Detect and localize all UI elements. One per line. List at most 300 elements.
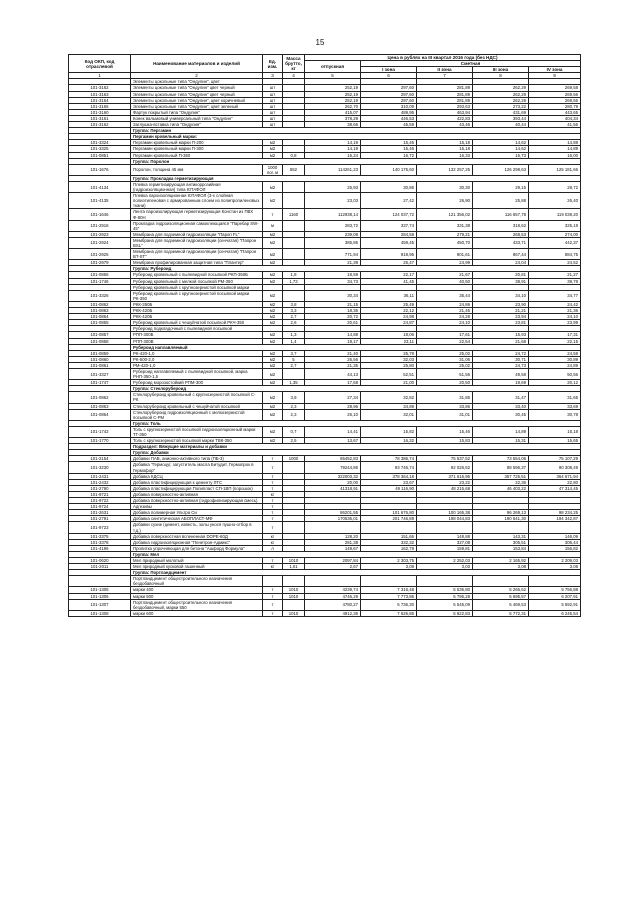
zone-4-price-cell: 274,00 (529, 231, 581, 237)
zone-4-price-cell: 5 592,91 (529, 599, 581, 610)
zone-4-price-cell: 98 234,25 (529, 510, 581, 516)
unit-cell: шт (263, 103, 283, 109)
name-cell: РПП-300Б (131, 332, 263, 338)
zone-3-price-cell: 96 269,13 (473, 510, 529, 516)
name-cell: Рубероид кровельный с крупнозернистой посыпкой марки РК-350 (131, 290, 263, 301)
zone-1-price-cell: 25,78 (361, 350, 417, 356)
name-cell: Фартук покрытый типа "Ондулин" (131, 109, 263, 115)
code-cell: 101-1305 (69, 587, 131, 593)
zone-2-price-cell: 450,70 (417, 237, 473, 248)
release-price-cell: 41318,91 (305, 485, 361, 491)
zone-3-price-cell: 5 469,53 (473, 599, 529, 610)
unit-cell: м2 (263, 290, 283, 301)
header-estimate: Сметная (361, 61, 581, 67)
zone-2-price-cell: 148,88 (417, 533, 473, 539)
zone-2-price-cell: 281,89 (417, 97, 473, 103)
group-title: Группа: Добавки (131, 450, 581, 456)
zone-3-price-cell: 29,15 (473, 181, 529, 192)
zone-4-price-cell: 17,31 (529, 332, 581, 338)
mass-cell: 1,73 (283, 278, 305, 284)
zone-3-price-cell: 21,68 (473, 338, 529, 344)
name-cell: Пергамин кровельный марки П-200 (131, 140, 263, 146)
code-cell: 101-0857 (69, 332, 131, 338)
unit-cell: кг (263, 564, 283, 570)
name-cell: Рубероид морозостойкий РПМ-300 (131, 380, 263, 386)
release-price-cell: 415,07 (305, 109, 361, 115)
column-index: 7 (417, 73, 473, 79)
code-cell: 101-0863 (69, 403, 131, 409)
unit-cell: м2 (263, 140, 283, 146)
zone-3-price-cell: 33,40 (473, 403, 529, 409)
mass-cell: 0,8 (283, 152, 305, 158)
name-cell: РПП-300В (131, 338, 263, 344)
zone-4-price-cell: 24,52 (529, 260, 581, 266)
zone-2-price-cell: 35,44 (417, 290, 473, 301)
unit-cell: м2 (263, 193, 283, 209)
zone-4-price-cell: 15,18 (529, 426, 581, 437)
zone-3-price-cell: 433,71 (473, 237, 529, 248)
table-row (69, 164, 581, 175)
zone-4-price-cell: 14,89 (529, 146, 581, 152)
zone-3-price-cell: 190 641,30 (473, 516, 529, 522)
unit-cell: кг (263, 491, 283, 497)
zone-4-price-cell: 34,77 (529, 290, 581, 301)
mass-cell (283, 220, 305, 231)
unit-cell: т (263, 479, 283, 485)
release-price-cell (305, 576, 361, 587)
mass-cell (283, 249, 305, 260)
mass-cell: 1,01 (283, 564, 305, 570)
table-row (69, 462, 581, 473)
zone-4-price-cell: 23,99 (529, 320, 581, 326)
mass-cell: 1010 (283, 557, 305, 563)
name-cell: Стеклорубероид кровельный с чешуйчатой посыпкой (131, 403, 263, 409)
zone-4-price-cell: 26,40 (529, 193, 581, 209)
zone-3-price-cell: 5 266,62 (473, 587, 529, 593)
zone-4-price-cell: 14,88 (529, 140, 581, 146)
code-cell: 101-2154 (69, 456, 131, 462)
zone-3-price-cell: 15,73 (473, 152, 529, 158)
zone-1-price-cell: 140 175,60 (361, 164, 417, 175)
table-row (69, 368, 581, 379)
name-cell: Мембрана для подземной гидроизоляции (сенчатая) "Папрон BSL" (131, 237, 263, 248)
zone-1-price-cell: 23,11 (361, 338, 417, 344)
zone-2-price-cell: 281,89 (417, 91, 473, 97)
mass-cell (283, 237, 305, 248)
zone-1-price-cell: 93 746,74 (361, 462, 417, 473)
unit-cell: м (263, 220, 283, 231)
group-title: Рубероид наплавляемый (131, 344, 581, 350)
zone-3-price-cell: 30,45 (473, 409, 529, 420)
release-price-cell: 128,20 (305, 533, 361, 539)
zone-1-price-cell: 49 116,90 (361, 485, 417, 491)
zone-2-price-cell: 279,21 (417, 231, 473, 237)
unit-cell: т (263, 522, 283, 533)
mass-cell: 1,35 (283, 380, 305, 386)
zone-1-price-cell: 21,00 (361, 380, 417, 386)
zone-2-price-cell: 22,54 (417, 338, 473, 344)
unit-cell: т (263, 587, 283, 593)
zone-2-price-cell: 15,18 (417, 140, 473, 146)
unit-cell: т (263, 498, 283, 504)
zone-2-price-cell: 25,02 (417, 362, 473, 368)
zone-1-price-cell: 446,53 (361, 115, 417, 121)
release-price-cell: 20,00 (305, 479, 361, 485)
zone-1-price-cell: 151,66 (361, 533, 417, 539)
header-name: Наименование материалов и изделий (131, 55, 263, 73)
zone-1-price-cell: 284,58 (361, 231, 417, 237)
zone-1-price-cell: 7 626,85 (361, 610, 417, 616)
zone-4-price-cell: 15,65 (529, 438, 581, 444)
zone-4-price-cell: 269,58 (529, 85, 581, 91)
name-cell: Рубероид наплавляемый с пылевидной посыпкой, марка РНП-350-1,5 (131, 368, 263, 379)
mass-cell (283, 462, 305, 473)
zone-2-price-cell: 21,45 (417, 308, 473, 314)
zone-4-price-cell: 47 314,45 (529, 485, 581, 491)
code-cell: 101-3164 (69, 97, 131, 103)
zone-4-price-cell: 125 181,66 (529, 164, 581, 175)
zone-3-price-cell: 23,94 (473, 314, 529, 320)
zone-1-price-cell: 52,51 (361, 368, 417, 379)
group-title: Группа: Толь (131, 420, 581, 426)
zone-2-price-cell: 100 165,38 (417, 510, 473, 516)
column-index: 5 (305, 73, 361, 79)
unit-cell: 1000 пог. м (263, 164, 283, 175)
zone-1-price-cell: 25,47 (361, 260, 417, 266)
mass-cell: 1000 (283, 456, 305, 462)
column-index: 9 (529, 73, 581, 79)
name-cell: Портландцемент общестроительного назначения бездобавочный, марки 550 (131, 599, 263, 610)
group-title: Группа: Мел (131, 551, 581, 557)
zone-3-price-cell: 23,81 (473, 320, 529, 326)
zone-4-price-cell: 16,00 (529, 152, 581, 158)
zone-1-price-cell: 25,80 (361, 362, 417, 368)
name-cell: Пергамин кровельный марки П-300 (131, 146, 263, 152)
release-price-cell: 14,41 (305, 426, 361, 437)
zone-2-price-cell: 5 822,83 (417, 610, 473, 616)
code-cell: 101-3162 (69, 122, 131, 128)
zone-3-price-cell: 5 695,57 (473, 593, 529, 599)
zone-1-price-cell: 15,46 (361, 146, 417, 152)
unit-cell: т (263, 456, 283, 462)
release-price-cell: 252,19 (305, 97, 361, 103)
zone-4-price-cell: 6 207,91 (529, 593, 581, 599)
zone-2-price-cell: 31,85 (417, 392, 473, 403)
mass-cell: 1,4 (283, 338, 305, 344)
zone-2-price-cell: 331,38 (417, 220, 473, 231)
table-row (69, 392, 581, 403)
zone-3-price-cell: 88 596,37 (473, 462, 529, 473)
code-cell: 101-3163 (69, 91, 131, 97)
zone-3-price-cell: 14,89 (473, 426, 529, 437)
name-cell: Мел природный молотый (131, 557, 263, 563)
zone-2-price-cell: 3,03 (417, 564, 473, 570)
column-index: 2 (131, 73, 263, 79)
zone-3-price-cell: 49,58 (473, 368, 529, 379)
code-cell: 101-1308 (69, 610, 131, 616)
group-title: Группа: Пергамин (131, 128, 581, 134)
zone-4-price-cell: 31,65 (529, 392, 581, 403)
header-zone: III зона (473, 67, 529, 73)
mass-cell (283, 193, 305, 209)
code-cell: 101-2924 (69, 237, 131, 248)
release-price-cell: 44,13 (305, 368, 361, 379)
zone-1-price-cell (361, 576, 417, 587)
zone-4-price-cell: 6 245,54 (529, 610, 581, 616)
mass-cell: 552 (283, 164, 305, 175)
zone-4-price-cell: 90 308,49 (529, 462, 581, 473)
zone-1-price-cell: 22,17 (361, 272, 417, 278)
name-cell: Рубероид подкладочный с пылевидной посыпкой (131, 326, 263, 332)
code-cell: 101-1306 (69, 593, 131, 599)
unit-cell: т (263, 209, 283, 220)
code-cell: 101-3375 (69, 533, 131, 539)
unit-cell: м2 (263, 146, 283, 152)
unit-cell: т (263, 504, 283, 510)
zone-2-price-cell: 159,81 (417, 545, 473, 551)
code-cell: 101-0861 (69, 362, 131, 368)
code-cell: 101-4196 (69, 545, 131, 551)
zone-1-price-cell: 23,67 (361, 479, 417, 485)
code-cell: 101-3160 (69, 109, 131, 115)
zone-3-price-cell: 5 772,31 (473, 610, 529, 616)
zone-4-price-cell: 443,65 (529, 109, 581, 115)
zone-1-price-cell: 15,46 (361, 140, 417, 146)
code-cell: 101-1646 (69, 209, 131, 220)
release-price-cell: 4239,74 (305, 587, 361, 593)
unit-cell: м2 (263, 409, 283, 420)
release-price-cell: 170536,01 (305, 516, 361, 522)
unit-cell: шт (263, 115, 283, 121)
release-price-cell: 21,35 (305, 362, 361, 368)
zone-2-price-cell: 24,10 (417, 320, 473, 326)
unit-cell: м2 (263, 338, 283, 344)
zone-4-price-cell: 21,27 (529, 272, 581, 278)
code-cell: 101-0864 (69, 314, 131, 320)
name-cell: Добавка гидроизоляционная "Пенетрон-Адмикс" (131, 539, 263, 545)
zone-3-price-cell: 20,81 (473, 272, 529, 278)
release-price-cell: 20,61 (305, 320, 361, 326)
zone-2-price-cell: 24,86 (417, 301, 473, 307)
zone-2-price-cell: 371 616,96 (417, 473, 473, 479)
zone-3-price-cell: 126 298,63 (473, 164, 529, 175)
zone-3-price-cell: 46 403,22 (473, 485, 529, 491)
zone-2-price-cell (417, 522, 473, 533)
name-cell: марки 500 (131, 593, 263, 599)
release-price-cell: 18,36 (305, 308, 361, 314)
zone-4-price-cell: 28,72 (529, 181, 581, 192)
unit-cell: т (263, 510, 283, 516)
unit-cell: м2 (263, 278, 283, 284)
release-price-cell: 252,19 (305, 85, 361, 91)
zone-2-price-cell: 422,83 (417, 115, 473, 121)
zone-1-price-cell: 201 746,89 (361, 516, 417, 522)
zone-2-price-cell: 25,02 (417, 350, 473, 356)
zone-2-price-cell: 132 257,25 (417, 164, 473, 175)
code-cell: 101-1770 (69, 438, 131, 444)
code-cell: 101-0620 (69, 557, 131, 563)
name-cell: РКК-350Б (131, 301, 263, 307)
column-index: 1 (69, 73, 131, 79)
code-cell: 101-2631 (69, 510, 131, 516)
release-price-cell: 2,67 (305, 564, 361, 570)
name-cell: РКК-420Б (131, 308, 263, 314)
zone-2-price-cell: 5 545,09 (417, 599, 473, 610)
code-cell: 101-2925 (69, 249, 131, 260)
code-cell: 101-9721 (69, 491, 131, 497)
zone-2-price-cell: 2 252,03 (417, 557, 473, 563)
mass-cell (283, 576, 305, 587)
zone-3-price-cell: 143,31 (473, 533, 529, 539)
zone-2-price-cell: 281,89 (417, 85, 473, 91)
header-price-title: Цена в рублях на III квартал 2016 года (без НДС) (305, 55, 581, 61)
code-cell: 101-3327 (69, 368, 131, 379)
unit-cell: м2 (263, 181, 283, 192)
zone-3-price-cell: 24,73 (473, 362, 529, 368)
release-price-cell: 15,24 (305, 152, 361, 158)
zone-4-price-cell: 24,89 (529, 362, 581, 368)
unit-cell: кг (263, 539, 283, 545)
mass-cell: 3,8 (283, 301, 305, 307)
code-cell: 101-2979 (69, 260, 131, 266)
zone-3-price-cell: 34,10 (473, 290, 529, 301)
unit-cell: м2 (263, 249, 283, 260)
zone-4-price-cell: 156,82 (529, 545, 581, 551)
zone-4-price-cell: 442,37 (529, 237, 581, 248)
code-cell: 101-4135 (69, 193, 131, 209)
zone-2-price-cell: 24,99 (417, 260, 473, 266)
zone-1-price-cell: 25,49 (361, 301, 417, 307)
group-title: Пергамин кровельный марки: (131, 134, 581, 140)
zone-1-price-cell: 297,60 (361, 97, 417, 103)
zone-1-price-cell: 18,06 (361, 332, 417, 338)
zone-1-price-cell: 78 386,74 (361, 456, 417, 462)
group-title: Группа: Портландцемент (131, 570, 581, 576)
code-cell: 101-2790 (69, 485, 131, 491)
mass-cell: 3,3 (283, 308, 305, 314)
zone-3-price-cell: 273,22 (473, 103, 529, 109)
column-index: 6 (361, 73, 417, 79)
unit-cell: т (263, 599, 283, 610)
code-cell: 101-3324 (69, 140, 131, 146)
name-cell: Заглушка-вставка типа "Ондулин" (131, 122, 263, 128)
zone-3-price-cell: 2 165,92 (473, 557, 529, 563)
code-cell: 101-3162 (69, 85, 131, 91)
group-title: Группа: Стеклорубероид (131, 386, 581, 392)
name-cell: марки 600 (131, 610, 263, 616)
unit-cell: м2 (263, 392, 283, 403)
table-row (69, 522, 581, 533)
name-cell: Стеклорубероид гидроизоляционный с мелкозернистой посыпкой С-РМ (131, 409, 263, 420)
zone-3-price-cell (473, 576, 529, 587)
zone-3-price-cell: 268,53 (473, 231, 529, 237)
unit-cell: м2 (263, 403, 283, 409)
release-price-cell: 21,15 (305, 301, 361, 307)
zone-3-price-cell: 73 554,06 (473, 456, 529, 462)
unit-cell: м2 (263, 332, 283, 338)
name-cell: Толь с крупнозернистой посыпкой марки ТВК-350 (131, 438, 263, 444)
name-cell: Конек вальмовый универсальный типа "Ондулин" (131, 115, 263, 121)
mass-cell: 5 (283, 356, 305, 362)
name-cell: Адгезивы (131, 504, 263, 510)
zone-3-price-cell: 262,29 (473, 91, 529, 97)
zone-1-price-cell: 45,59 (361, 122, 417, 128)
zone-1-price-cell: 32,03 (361, 356, 417, 362)
name-cell: Портландцемент общестроительного назначения бездобавочный (131, 576, 263, 587)
zone-1-price-cell: 32,82 (361, 392, 417, 403)
zone-4-price-cell: 33,69 (529, 403, 581, 409)
zone-1-price-cell (361, 522, 417, 533)
group-title: Группа: Прокладка герметизирующая (131, 175, 581, 181)
mass-cell: 2,6 (283, 320, 305, 326)
name-cell: РК-420-1,0 (131, 350, 263, 356)
zone-1-price-cell: 16,72 (361, 152, 417, 158)
name-cell: Пропитка упрочняющая для бетона "Ашфорд Формула" (131, 545, 263, 551)
table-row (69, 249, 581, 260)
name-cell: Мембрана профилированная защитная типа "Плантер" (131, 260, 263, 266)
mass-cell (283, 599, 305, 610)
unit-cell: шт (263, 109, 283, 115)
zone-4-price-cell: 75 107,29 (529, 456, 581, 462)
release-price-cell: 34,73 (305, 278, 361, 284)
zone-3-price-cell: 19,69 (473, 380, 529, 386)
code-cell: 101-3325 (69, 146, 131, 152)
unit-cell: м2 (263, 231, 283, 237)
zone-4-price-cell: 119 039,20 (529, 209, 581, 220)
zone-4-price-cell (529, 576, 581, 587)
unit-cell: т (263, 473, 283, 479)
mass-cell: 0,7 (283, 426, 305, 437)
release-price-cell: 14,19 (305, 146, 361, 152)
unit-cell: шт (263, 85, 283, 91)
table-row (69, 290, 581, 301)
name-cell: Рубероид кровельный с крупнозернистой посыпкой марки (131, 284, 263, 290)
name-cell: Добавки сухие (цемент, известь, золы унося пушно-отбор в т.д.) (131, 522, 263, 533)
code-cell: 101-0863 (69, 308, 131, 314)
mass-cell: 2,3 (283, 409, 305, 420)
name-cell: Мел природный кусковой гашенный (131, 564, 263, 570)
code-cell: 101-2432 (69, 479, 131, 485)
name-cell: Стеклорубероид кровельный с крупнозернистой посыпкой С-РК (131, 392, 263, 403)
zone-3-price-cell: 22,36 (473, 479, 529, 485)
release-price-cell: 23,03 (305, 193, 361, 209)
release-price-cell: 18,59 (305, 272, 361, 278)
code-cell: 101-1746 (69, 278, 131, 284)
release-price-cell: 21,39 (305, 260, 361, 266)
name-cell: Мембрана для подземной гидроизоляции (сенчатая) "Папрон BT-ST" (131, 249, 263, 260)
header-mass: Масса брутто, кг (283, 55, 305, 73)
group-title: Подраздел: Вяжущие материалы и добавки (131, 444, 581, 450)
code-cell: 101-3378 (69, 539, 131, 545)
zone-2-price-cell: 23,22 (417, 479, 473, 485)
column-index: 3 (263, 73, 283, 79)
zone-2-price-cell: 26,90 (417, 193, 473, 209)
zone-1-price-cell: 2 303,75 (361, 557, 417, 563)
zone-3-price-cell: 31,47 (473, 392, 529, 403)
zone-2-price-cell: 5 795,28 (417, 593, 473, 599)
zone-1-price-cell: 3,08 (361, 564, 417, 570)
unit-cell: м2 (263, 152, 283, 158)
zone-4-price-cell: 2 209,03 (529, 557, 581, 563)
release-price-cell: 19,17 (305, 338, 361, 344)
zone-1-price-cell: 332,32 (361, 539, 417, 545)
zone-2-price-cell: 43,46 (417, 122, 473, 128)
zone-4-price-cell: 194 342,87 (529, 516, 581, 522)
zone-4-price-cell: 50,56 (529, 368, 581, 379)
mass-cell: 1010 (283, 587, 305, 593)
zone-2-price-cell: 17,61 (417, 332, 473, 338)
zone-3-price-cell: 262,29 (473, 97, 529, 103)
